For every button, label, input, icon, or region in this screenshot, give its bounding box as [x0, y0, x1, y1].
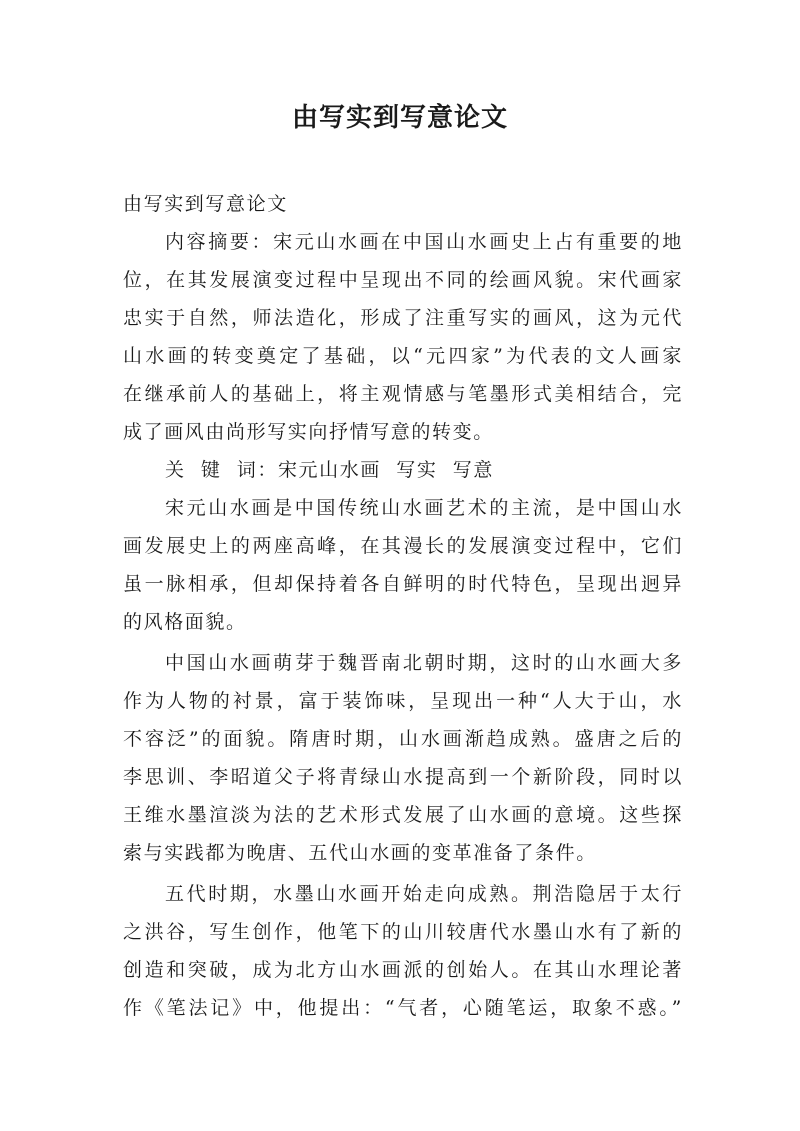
text-line: 五代时期，水墨山水画开始走向成熟。荆浩隐居于太行 — [165, 883, 683, 905]
text-line: 作为人物的衬景，富于装饰味，呈现出一种“人大于山，水 — [123, 690, 683, 712]
text-line: 忠实于自然，师法造化，形成了注重写实的画风，这为元代 — [123, 307, 683, 329]
text-line: 的风格面貌。 — [123, 611, 247, 633]
subtitle: 由写实到写意论文 — [123, 193, 288, 215]
text-line: 李思训、李昭道父子将青绿山水提高到一个新阶段，同时以 — [123, 766, 683, 788]
text-line: 山水画的转变奠定了基础，以“元四家”为代表的文人画家 — [123, 345, 683, 367]
body-paragraph — [123, 644, 683, 872]
text-line: 索与实践都为晚唐、五代山水画的变革准备了条件。 — [123, 842, 597, 864]
body-paragraph — [123, 489, 683, 641]
abstract-paragraph — [123, 223, 683, 451]
text-line: 虽一脉相承，但却保持着各自鲜明的时代特色，呈现出迥异 — [123, 573, 683, 595]
document-body — [123, 185, 683, 1027]
text-line: 在继承前人的基础上，将主观情感与笔墨形式美相结合，完 — [123, 383, 683, 405]
text-line: 不容泛”的面貌。隋唐时期，山水画渐趋成熟。盛唐之后的 — [123, 728, 683, 750]
text-line: 之洪谷，写生创作，他笔下的山川较唐代水墨山水有了新的 — [123, 921, 683, 943]
text-line: 创造和突破，成为北方山水画派的创始人。在其山水理论著 — [123, 959, 683, 981]
text-line: 王维水墨渲淡为法的艺术形式发展了山水画的意境。这些探 — [123, 804, 683, 826]
text-line: 画发展史上的两座高峰，在其漫长的发展演变过程中，它们 — [123, 535, 683, 557]
page-title: 由写实到写意论文 — [291, 103, 508, 133]
text-line: 位，在其发展演变过程中呈现出不同的绘画风貌。宋代画家 — [123, 269, 683, 291]
text-line: 中国山水画萌芽于魏晋南北朝时期，这时的山水画大多 — [165, 652, 683, 674]
text-line: 作《笔法记》中，他提出：“气者，心随笔运，取象不惑。” — [123, 997, 683, 1019]
body-paragraph — [123, 875, 683, 1027]
text-line: 成了画风由尚形写实向抒情写意的转变。 — [123, 421, 494, 443]
text-line: 宋元山水画是中国传统山水画艺术的主流，是中国山水 — [165, 497, 683, 519]
keywords-line: 关 键 词：宋元山水画 写实 写意 — [165, 459, 494, 481]
text-line: 内容摘要：宋元山水画在中国山水画史上占有重要的地 — [165, 231, 683, 253]
